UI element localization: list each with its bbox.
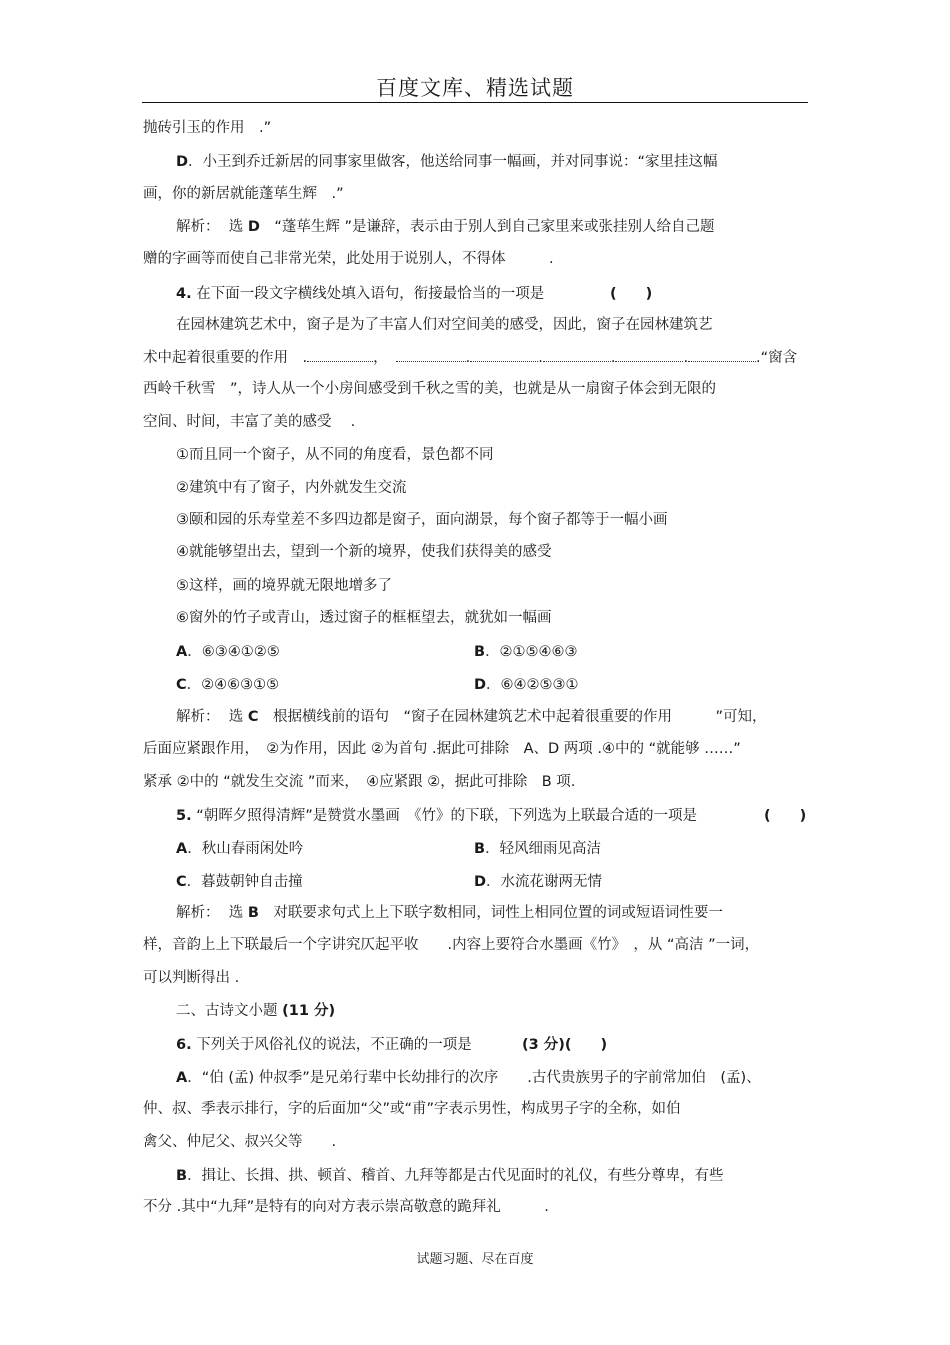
q5-option-c bbox=[176, 872, 303, 892]
option-text: ．轻风细雨见高洁 bbox=[485, 841, 602, 857]
q5-analysis-cont: 可以判断得出 . bbox=[143, 970, 240, 986]
question-text: 下列关于风俗礼仪的说法，不正确的一项是 bbox=[191, 1037, 472, 1053]
option-label: C bbox=[176, 874, 187, 890]
analysis-text: 根据横线前的语句 “窗子在园林建筑艺术中起着很重要的作用 ”可知， bbox=[258, 709, 767, 725]
analysis-choice: C bbox=[247, 709, 259, 725]
option-label: A bbox=[176, 1070, 188, 1086]
q4-item: ①而且同一个窗子，从不同的角度看，景色都不同 bbox=[176, 447, 494, 463]
blank-4 bbox=[543, 347, 611, 362]
option-label: A bbox=[176, 841, 188, 857]
option-label: D bbox=[474, 677, 487, 693]
q5-option-b bbox=[474, 839, 601, 859]
option-label: D bbox=[474, 874, 487, 890]
analysis-text: 对联要求句式上上下联字数相同，词性上相同位置的词或短语词性要一 bbox=[258, 905, 723, 921]
q3-line: 抛砖引玉的作用 .” bbox=[143, 120, 272, 136]
q4-item: ②建筑中有了窗子，内外就发生交流 bbox=[176, 480, 407, 496]
q5-stem bbox=[176, 806, 697, 826]
blank-5 bbox=[615, 347, 683, 362]
option-text: ．⑥④②⑤③① bbox=[486, 677, 579, 693]
blank-6 bbox=[688, 347, 756, 362]
option-text: ．“伯 (孟) 仲叔季”是兄弟行辈中长幼排行的次序 .古代贵族男子的字前常加伯 (孟)、 bbox=[187, 1070, 761, 1086]
option-label: B bbox=[474, 644, 486, 660]
answer-paren: ( ) bbox=[610, 286, 653, 302]
q5-option-a bbox=[176, 839, 303, 859]
section-score: (11 分) bbox=[282, 1003, 336, 1019]
option-text: ．②①⑤④⑥③ bbox=[485, 644, 578, 660]
q4-analysis-cont: 后面应紧跟作用， ②为作用，因此 ②为首句 .据此可排除 A、D 两项 .④中的 “就能够 ……” bbox=[143, 741, 741, 757]
q6-option-a bbox=[176, 1068, 761, 1088]
option-label: B bbox=[176, 1168, 188, 1184]
q3-analysis-cont: 赠的字画等而使自己非常光荣，此处用于说别人，不得体 . bbox=[143, 251, 554, 267]
blank-1 bbox=[307, 347, 373, 362]
q4-analysis bbox=[176, 707, 767, 727]
q6-stem bbox=[176, 1035, 472, 1055]
q4-option-b bbox=[474, 642, 578, 662]
q4-option-d bbox=[474, 675, 579, 695]
page-footer: 试题习题、尽在百度 bbox=[416, 1252, 534, 1267]
q4-passage-line: 西岭千秋雪 ”，诗人从一个小房间感受到千秋之雪的美，也就是从一扇窗子体会到无限的 bbox=[143, 381, 717, 397]
option-text: ．秋山春雨闲处吟 bbox=[187, 841, 304, 857]
q4-item: ⑥窗外的竹子或青山，透过窗子的框框望去，就犹如一幅画 bbox=[176, 610, 552, 626]
q6-option-b-cont: 不分 .其中“九拜”是特有的向对方表示崇高敬意的跪拜礼 . bbox=[143, 1199, 549, 1215]
header-divider bbox=[142, 102, 808, 103]
question-number: 5. bbox=[176, 808, 192, 824]
option-text: ．⑥③④①②⑤ bbox=[187, 644, 280, 660]
q4-passage-line: 术中起着很重要的作用 . ， . . . . .“窗含 bbox=[143, 347, 797, 368]
q4-option-a bbox=[176, 642, 280, 662]
passage-comma: ， bbox=[373, 350, 388, 366]
analysis-text: “蓬荜生辉 ”是谦辞，表示由于别人到自己家里来或张挂别人给自己题 bbox=[259, 219, 715, 235]
analysis-choice: B bbox=[247, 905, 259, 921]
page-header-title: 百度文库、精选试题 bbox=[376, 76, 574, 100]
answer-paren: (3 分)( ) bbox=[522, 1037, 608, 1053]
q3-option-d bbox=[176, 152, 718, 172]
option-text: ．小王到乔迁新居的同事家里做客，他送给同事一幅画，并对同事说：“家里挂这幅 bbox=[188, 154, 718, 170]
analysis-prefix: 解析： 选 bbox=[176, 905, 244, 921]
q6-option-a-cont: 禽父、仲尼父、叔兴父等 . bbox=[143, 1134, 337, 1150]
option-text: ．暮鼓朝钟自击撞 bbox=[186, 874, 303, 890]
question-text: 在下面一段文字横线处填入语句，衔接最恰当的一项是 bbox=[191, 286, 545, 302]
question-number: 6. bbox=[176, 1037, 192, 1053]
q4-option-c bbox=[176, 675, 279, 695]
q5-option-d bbox=[474, 872, 602, 892]
q4-passage-line: 在园林建筑艺术中，窗子是为了丰富人们对空间美的感受，因此，窗子在园林建筑艺 bbox=[176, 317, 713, 333]
analysis-prefix: 解析： 选 bbox=[176, 709, 244, 725]
analysis-choice: D bbox=[247, 219, 260, 235]
answer-paren: ( ) bbox=[764, 808, 807, 824]
passage-text: 术中起着很重要的作用 . bbox=[143, 350, 308, 366]
q4-stem bbox=[176, 284, 544, 304]
option-label: A bbox=[176, 644, 188, 660]
option-text: ．水流花谢两无情 bbox=[486, 874, 603, 890]
blank-2 bbox=[396, 347, 466, 362]
q6-option-a-cont: 仲、叔、季表示排行，字的后面加“父”或“甫”字表示男性，构成男子字的全称，如伯 bbox=[143, 1101, 681, 1117]
q4-item: ③颐和园的乐寿堂差不多四边都是窗子，面向湖景，每个窗子都等于一幅小画 bbox=[176, 512, 668, 528]
q4-analysis-cont: 紧承 ②中的 “就发生交流 ”而来， ④应紧跟 ②，据此可排除 B 项. bbox=[143, 774, 576, 790]
question-text: “朝晖夕照得清辉”是赞赏水墨画 《竹》的下联，下列选为上联最合适的一项是 bbox=[191, 808, 697, 824]
passage-text: .“窗含 bbox=[756, 350, 798, 366]
q5-analysis bbox=[176, 903, 723, 923]
q3-option-d-cont: 画，你的新居就能蓬荜生辉 .” bbox=[143, 186, 344, 202]
option-label: D bbox=[176, 154, 189, 170]
option-text: ．②④⑥③①⑤ bbox=[186, 677, 280, 693]
section-title: 二、古诗文小题 bbox=[176, 1003, 278, 1019]
option-label: C bbox=[176, 677, 187, 693]
q3-analysis bbox=[176, 217, 715, 237]
option-label: B bbox=[474, 841, 486, 857]
q5-analysis-cont: 样，音韵上上下联最后一个字讲究仄起平收 .内容上要符合水墨画《竹》 ，从 “高洁 ”一词， bbox=[143, 937, 760, 953]
q4-item: ④就能够望出去，望到一个新的境界，使我们获得美的感受 bbox=[176, 544, 552, 560]
question-number: 4. bbox=[176, 286, 192, 302]
section-heading bbox=[176, 1001, 335, 1021]
analysis-prefix: 解析： 选 bbox=[176, 219, 244, 235]
q6-option-b bbox=[176, 1166, 724, 1186]
option-text: ．揖让、长揖、拱、顿首、稽首、九拜等都是古代见面时的礼仪，有些分尊卑，有些 bbox=[187, 1168, 724, 1184]
blank-3 bbox=[470, 347, 538, 362]
q4-item: ⑤这样，画的境界就无限地增多了 bbox=[176, 578, 392, 594]
q4-passage-line: 空间、时间，丰富了美的感受 . bbox=[143, 414, 356, 430]
